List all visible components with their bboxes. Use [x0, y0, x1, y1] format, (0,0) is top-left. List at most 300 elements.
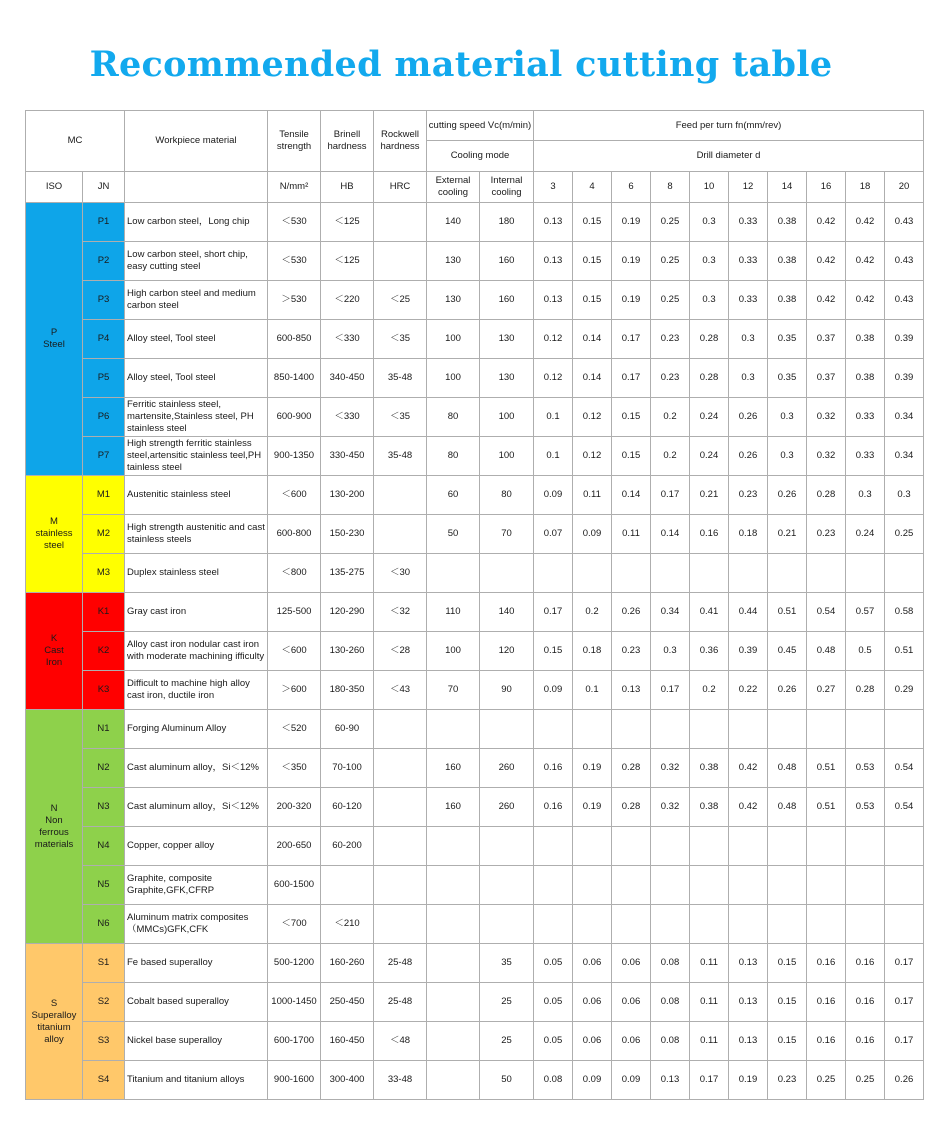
- internal-cooling-speed: 130: [480, 359, 534, 398]
- tensile-strength: ＞530: [268, 281, 321, 320]
- internal-cooling-speed: [480, 710, 534, 749]
- internal-cooling-speed: 130: [480, 320, 534, 359]
- feed-value: 0.39: [885, 320, 924, 359]
- feed-value: 0.35: [768, 359, 807, 398]
- internal-cooling-speed: 180: [480, 203, 534, 242]
- feed-value: 0.24: [690, 437, 729, 476]
- category-label-line: alloy: [44, 1033, 64, 1045]
- workpiece-material: Alloy cast iron nodular cast iron with moderate machining ifficulty: [125, 632, 268, 671]
- internal-cooling-speed: 260: [480, 788, 534, 827]
- feed-value: [807, 554, 846, 593]
- table-row: [26, 593, 924, 632]
- feed-value: [885, 554, 924, 593]
- brinell-hardness: 160-450: [321, 1022, 374, 1061]
- feed-value: 0.16: [846, 944, 885, 983]
- tensile-strength: 600-1700: [268, 1022, 321, 1061]
- jn-code: N4: [83, 827, 125, 866]
- feed-value: 0.25: [846, 1061, 885, 1100]
- feed-value: 0.06: [612, 1022, 651, 1061]
- feed-value: 0.06: [612, 944, 651, 983]
- tensile-strength: 200-650: [268, 827, 321, 866]
- feed-value: [846, 905, 885, 944]
- feed-value: 0.15: [573, 281, 612, 320]
- brinell-hardness: ＜125: [321, 203, 374, 242]
- feed-value: 0.54: [885, 749, 924, 788]
- header-cutting-speed: cutting speed Vc(m/min): [427, 111, 534, 141]
- internal-cooling-speed: 140: [480, 593, 534, 632]
- internal-cooling-speed: [480, 866, 534, 905]
- workpiece-material: High strength austenitic and cast stainless steels: [125, 515, 268, 554]
- feed-value: [846, 710, 885, 749]
- brinell-hardness: 160-260: [321, 944, 374, 983]
- header-cooling-mode: Cooling mode: [427, 141, 534, 172]
- feed-value: 0.23: [729, 476, 768, 515]
- feed-value: 0.14: [612, 476, 651, 515]
- feed-value: [534, 866, 573, 905]
- external-cooling-speed: 110: [427, 593, 480, 632]
- workpiece-material: Fe based superalloy: [125, 944, 268, 983]
- feed-value: 0.5: [846, 632, 885, 671]
- feed-value: 0.33: [729, 281, 768, 320]
- jn-code: M3: [83, 554, 125, 593]
- feed-value: 0.38: [846, 320, 885, 359]
- workpiece-material: Nickel base superalloy: [125, 1022, 268, 1061]
- header-internal-cooling: Internal cooling: [480, 172, 534, 203]
- feed-value: 0.48: [768, 788, 807, 827]
- jn-code: K2: [83, 632, 125, 671]
- feed-value: 0.37: [807, 320, 846, 359]
- feed-value: 0.05: [534, 944, 573, 983]
- jn-code: N1: [83, 710, 125, 749]
- feed-value: 0.1: [534, 398, 573, 437]
- workpiece-material: Ferritic stainless steel, martensite,Stainless steel, PH stainless steel: [125, 398, 268, 437]
- feed-value: 0.15: [768, 944, 807, 983]
- feed-value: [651, 554, 690, 593]
- feed-value: 0.26: [768, 671, 807, 710]
- tensile-strength: 600-900: [268, 398, 321, 437]
- table-row: [26, 554, 924, 593]
- brinell-hardness: 180-350: [321, 671, 374, 710]
- feed-value: 0.15: [573, 242, 612, 281]
- jn-code: K3: [83, 671, 125, 710]
- feed-value: 0.51: [807, 749, 846, 788]
- brinell-hardness: [321, 866, 374, 905]
- feed-value: 0.13: [612, 671, 651, 710]
- brinell-hardness: ＜220: [321, 281, 374, 320]
- feed-value: 0.42: [807, 281, 846, 320]
- rockwell-hardness: [374, 476, 427, 515]
- feed-value: 0.11: [690, 1022, 729, 1061]
- header-diameter: 3: [534, 172, 573, 203]
- feed-value: 0.32: [807, 437, 846, 476]
- header-external-cooling: External cooling: [427, 172, 480, 203]
- feed-value: [612, 827, 651, 866]
- feed-value: 0.3: [690, 242, 729, 281]
- header-diameter: 8: [651, 172, 690, 203]
- table-row: [26, 671, 924, 710]
- table-row: [26, 905, 924, 944]
- external-cooling-speed: [427, 905, 480, 944]
- table-row: [26, 359, 924, 398]
- feed-value: 0.16: [534, 749, 573, 788]
- tensile-strength: ＜600: [268, 476, 321, 515]
- feed-value: 0.13: [534, 203, 573, 242]
- category-label-line: Cast: [44, 645, 64, 656]
- feed-value: 0.34: [885, 398, 924, 437]
- feed-value: 0.09: [534, 476, 573, 515]
- feed-value: [612, 866, 651, 905]
- feed-value: 0.26: [885, 1061, 924, 1100]
- feed-value: 0.05: [534, 983, 573, 1022]
- external-cooling-speed: 80: [427, 398, 480, 437]
- feed-value: 0.48: [768, 749, 807, 788]
- internal-cooling-speed: 260: [480, 749, 534, 788]
- feed-value: 0.13: [729, 1022, 768, 1061]
- external-cooling-speed: [427, 866, 480, 905]
- feed-value: 0.33: [729, 203, 768, 242]
- internal-cooling-speed: [480, 905, 534, 944]
- feed-value: 0.32: [807, 398, 846, 437]
- jn-code: P6: [83, 398, 125, 437]
- feed-value: 0.39: [729, 632, 768, 671]
- feed-value: 0.13: [534, 281, 573, 320]
- feed-value: 0.23: [807, 515, 846, 554]
- jn-code: M1: [83, 476, 125, 515]
- header-workpiece: Workpiece material: [125, 111, 268, 172]
- rockwell-hardness: [374, 905, 427, 944]
- feed-value: 0.33: [729, 242, 768, 281]
- jn-code: S4: [83, 1061, 125, 1100]
- brinell-hardness: 250-450: [321, 983, 374, 1022]
- feed-value: 0.16: [807, 983, 846, 1022]
- feed-value: 0.13: [651, 1061, 690, 1100]
- feed-value: 0.11: [573, 476, 612, 515]
- brinell-hardness: 150-230: [321, 515, 374, 554]
- internal-cooling-speed: 80: [480, 476, 534, 515]
- feed-value: 0.16: [807, 944, 846, 983]
- rockwell-hardness: 33-48: [374, 1061, 427, 1100]
- feed-value: [690, 905, 729, 944]
- table-row: [26, 437, 924, 476]
- feed-value: 0.32: [651, 788, 690, 827]
- feed-value: 0.16: [846, 983, 885, 1022]
- feed-value: [768, 710, 807, 749]
- feed-value: 0.13: [729, 944, 768, 983]
- external-cooling-speed: 50: [427, 515, 480, 554]
- table-row: [26, 281, 924, 320]
- rockwell-hardness: [374, 515, 427, 554]
- feed-value: 0.3: [846, 476, 885, 515]
- header-rockwell-unit: HRC: [374, 172, 427, 203]
- header-brinell: Brinell hardness: [321, 111, 374, 172]
- category-label-line: N: [50, 802, 58, 814]
- brinell-hardness: 120-290: [321, 593, 374, 632]
- feed-value: 0.3: [729, 320, 768, 359]
- feed-value: 0.51: [885, 632, 924, 671]
- jn-code: S1: [83, 944, 125, 983]
- header-rockwell: Rockwell hardness: [374, 111, 427, 172]
- feed-value: 0.33: [846, 398, 885, 437]
- feed-value: [612, 905, 651, 944]
- brinell-hardness: ＜330: [321, 398, 374, 437]
- external-cooling-speed: 70: [427, 671, 480, 710]
- feed-value: [807, 827, 846, 866]
- feed-value: [573, 827, 612, 866]
- feed-value: 0.41: [690, 593, 729, 632]
- tensile-strength: ＜700: [268, 905, 321, 944]
- workpiece-material: Cobalt based superalloy: [125, 983, 268, 1022]
- category-label-line: Iron: [45, 657, 63, 668]
- workpiece-material: Austenitic stainless steel: [125, 476, 268, 515]
- feed-value: [846, 866, 885, 905]
- feed-value: [573, 710, 612, 749]
- feed-value: 0.18: [729, 515, 768, 554]
- feed-value: 0.15: [768, 1022, 807, 1061]
- workpiece-material: Titanium and titanium alloys: [125, 1061, 268, 1100]
- tensile-strength: 600-1500: [268, 866, 321, 905]
- jn-code: K1: [83, 593, 125, 632]
- feed-value: 0.53: [846, 788, 885, 827]
- feed-value: 0.3: [690, 203, 729, 242]
- feed-value: 0.15: [573, 203, 612, 242]
- feed-value: [534, 827, 573, 866]
- feed-value: 0.44: [729, 593, 768, 632]
- feed-value: 0.28: [807, 476, 846, 515]
- brinell-hardness: 130-200: [321, 476, 374, 515]
- feed-value: 0.39: [885, 359, 924, 398]
- feed-value: [573, 866, 612, 905]
- feed-value: 0.21: [690, 476, 729, 515]
- feed-value: 0.42: [846, 242, 885, 281]
- workpiece-material: Copper, copper alloy: [125, 827, 268, 866]
- feed-value: 0.14: [573, 359, 612, 398]
- internal-cooling-speed: 100: [480, 437, 534, 476]
- feed-value: 0.45: [768, 632, 807, 671]
- feed-value: 0.18: [573, 632, 612, 671]
- tensile-strength: 850-1400: [268, 359, 321, 398]
- feed-value: [885, 905, 924, 944]
- header-tensile-unit: N/mm²: [268, 172, 321, 203]
- header-feed: Feed per turn fn(mm/rev): [534, 111, 924, 141]
- rockwell-hardness: ＜25: [374, 281, 427, 320]
- category-label-line: Steel: [43, 339, 65, 350]
- rockwell-hardness: 25-48: [374, 944, 427, 983]
- brinell-hardness: 135-275: [321, 554, 374, 593]
- feed-value: 0.28: [612, 749, 651, 788]
- table-row: [26, 203, 924, 242]
- external-cooling-speed: 140: [427, 203, 480, 242]
- workpiece-material: Cast aluminum alloy，Si＜12%: [125, 788, 268, 827]
- category-label-line: S: [50, 997, 58, 1009]
- feed-value: 0.35: [768, 320, 807, 359]
- rockwell-hardness: [374, 203, 427, 242]
- workpiece-material: Alloy steel, Tool steel: [125, 320, 268, 359]
- brinell-hardness: ＜210: [321, 905, 374, 944]
- rockwell-hardness: [374, 242, 427, 281]
- external-cooling-speed: 80: [427, 437, 480, 476]
- brinell-hardness: 300-400: [321, 1061, 374, 1100]
- table-row: [26, 944, 924, 983]
- category-cell: [26, 476, 83, 593]
- feed-value: 0.26: [729, 398, 768, 437]
- feed-value: 0.22: [729, 671, 768, 710]
- tensile-strength: ＞600: [268, 671, 321, 710]
- table-row: [26, 1022, 924, 1061]
- internal-cooling-speed: 100: [480, 398, 534, 437]
- feed-value: 0.19: [729, 1061, 768, 1100]
- feed-value: 0.12: [534, 320, 573, 359]
- feed-value: [573, 905, 612, 944]
- feed-value: 0.08: [651, 944, 690, 983]
- feed-value: 0.38: [690, 788, 729, 827]
- feed-value: 0.23: [651, 359, 690, 398]
- external-cooling-speed: [427, 1022, 480, 1061]
- feed-value: 0.26: [768, 476, 807, 515]
- table-row: [26, 710, 924, 749]
- feed-value: [768, 554, 807, 593]
- tensile-strength: ＜800: [268, 554, 321, 593]
- table-row: [26, 788, 924, 827]
- table-row: [26, 476, 924, 515]
- feed-value: 0.24: [690, 398, 729, 437]
- feed-value: 0.17: [534, 593, 573, 632]
- rockwell-hardness: [374, 827, 427, 866]
- header-tensile: Tensile strength: [268, 111, 321, 172]
- feed-value: [651, 905, 690, 944]
- category-label-line: steel: [43, 540, 65, 551]
- internal-cooling-speed: 160: [480, 281, 534, 320]
- feed-value: 0.38: [690, 749, 729, 788]
- feed-value: 0.34: [885, 437, 924, 476]
- feed-value: [885, 827, 924, 866]
- feed-value: 0.15: [768, 983, 807, 1022]
- external-cooling-speed: [427, 554, 480, 593]
- feed-value: 0.3: [768, 398, 807, 437]
- feed-value: 0.38: [768, 242, 807, 281]
- jn-code: N2: [83, 749, 125, 788]
- external-cooling-speed: 160: [427, 788, 480, 827]
- tensile-strength: 200-320: [268, 788, 321, 827]
- tensile-strength: 1000-1450: [268, 983, 321, 1022]
- table-row: [26, 632, 924, 671]
- tensile-strength: ＜520: [268, 710, 321, 749]
- tensile-strength: ＜530: [268, 203, 321, 242]
- jn-code: M2: [83, 515, 125, 554]
- feed-value: 0.26: [612, 593, 651, 632]
- feed-value: 0.12: [573, 437, 612, 476]
- feed-value: [534, 710, 573, 749]
- table-row: [26, 320, 924, 359]
- jn-code: N3: [83, 788, 125, 827]
- feed-value: 0.08: [534, 1061, 573, 1100]
- feed-value: 0.42: [807, 242, 846, 281]
- feed-value: [690, 827, 729, 866]
- table-row: [26, 242, 924, 281]
- rockwell-hardness: ＜35: [374, 398, 427, 437]
- rockwell-hardness: ＜43: [374, 671, 427, 710]
- feed-value: 0.3: [690, 281, 729, 320]
- feed-value: 0.09: [573, 1061, 612, 1100]
- feed-value: 0.05: [534, 1022, 573, 1061]
- feed-value: 0.25: [651, 242, 690, 281]
- brinell-hardness: 60-120: [321, 788, 374, 827]
- feed-value: 0.23: [651, 320, 690, 359]
- feed-value: 0.42: [846, 281, 885, 320]
- category-label-line: K: [50, 633, 58, 644]
- feed-value: 0.23: [768, 1061, 807, 1100]
- feed-value: 0.17: [885, 1022, 924, 1061]
- header-iso: ISO: [26, 172, 83, 203]
- feed-value: 0.51: [807, 788, 846, 827]
- workpiece-material: High carbon steel and medium carbon steel: [125, 281, 268, 320]
- feed-value: 0.42: [729, 788, 768, 827]
- rockwell-hardness: 35-48: [374, 359, 427, 398]
- external-cooling-speed: [427, 983, 480, 1022]
- feed-value: [729, 710, 768, 749]
- feed-value: [690, 866, 729, 905]
- feed-value: 0.11: [612, 515, 651, 554]
- feed-value: 0.36: [690, 632, 729, 671]
- table-row: [26, 398, 924, 437]
- feed-value: 0.17: [612, 359, 651, 398]
- feed-value: 0.19: [612, 203, 651, 242]
- internal-cooling-speed: 70: [480, 515, 534, 554]
- feed-value: 0.12: [534, 359, 573, 398]
- rockwell-hardness: 35-48: [374, 437, 427, 476]
- feed-value: [612, 554, 651, 593]
- header-diameter: 6: [612, 172, 651, 203]
- tensile-strength: 900-1350: [268, 437, 321, 476]
- feed-value: 0.3: [651, 632, 690, 671]
- feed-value: [690, 554, 729, 593]
- jn-code: P7: [83, 437, 125, 476]
- category-label-line: P: [50, 327, 58, 338]
- tensile-strength: 125-500: [268, 593, 321, 632]
- workpiece-material: Aluminum matrix composites （MMCs)GFK,CFK: [125, 905, 268, 944]
- feed-value: 0.28: [612, 788, 651, 827]
- workpiece-material: Graphite, composite Graphite,GFK,CFRP: [125, 866, 268, 905]
- feed-value: 0.48: [807, 632, 846, 671]
- rockwell-hardness: [374, 866, 427, 905]
- feed-value: 0.3: [885, 476, 924, 515]
- external-cooling-speed: [427, 1061, 480, 1100]
- header-diameter: 12: [729, 172, 768, 203]
- feed-value: 0.08: [651, 1022, 690, 1061]
- jn-code: P3: [83, 281, 125, 320]
- feed-value: [885, 710, 924, 749]
- external-cooling-speed: [427, 827, 480, 866]
- category-label-line: stainless: [35, 528, 73, 539]
- external-cooling-speed: 100: [427, 359, 480, 398]
- workpiece-material: Cast aluminum alloy，Si＜12%: [125, 749, 268, 788]
- feed-value: 0.12: [573, 398, 612, 437]
- feed-value: [729, 554, 768, 593]
- feed-value: 0.06: [573, 944, 612, 983]
- feed-value: 0.24: [846, 515, 885, 554]
- feed-value: 0.06: [612, 983, 651, 1022]
- feed-value: [807, 710, 846, 749]
- tensile-strength: 600-800: [268, 515, 321, 554]
- jn-code: P4: [83, 320, 125, 359]
- brinell-hardness: 130-260: [321, 632, 374, 671]
- feed-value: [651, 866, 690, 905]
- external-cooling-speed: [427, 710, 480, 749]
- tensile-strength: ＜530: [268, 242, 321, 281]
- internal-cooling-speed: [480, 827, 534, 866]
- feed-value: [729, 905, 768, 944]
- feed-value: 0.09: [573, 515, 612, 554]
- workpiece-material: Gray cast iron: [125, 593, 268, 632]
